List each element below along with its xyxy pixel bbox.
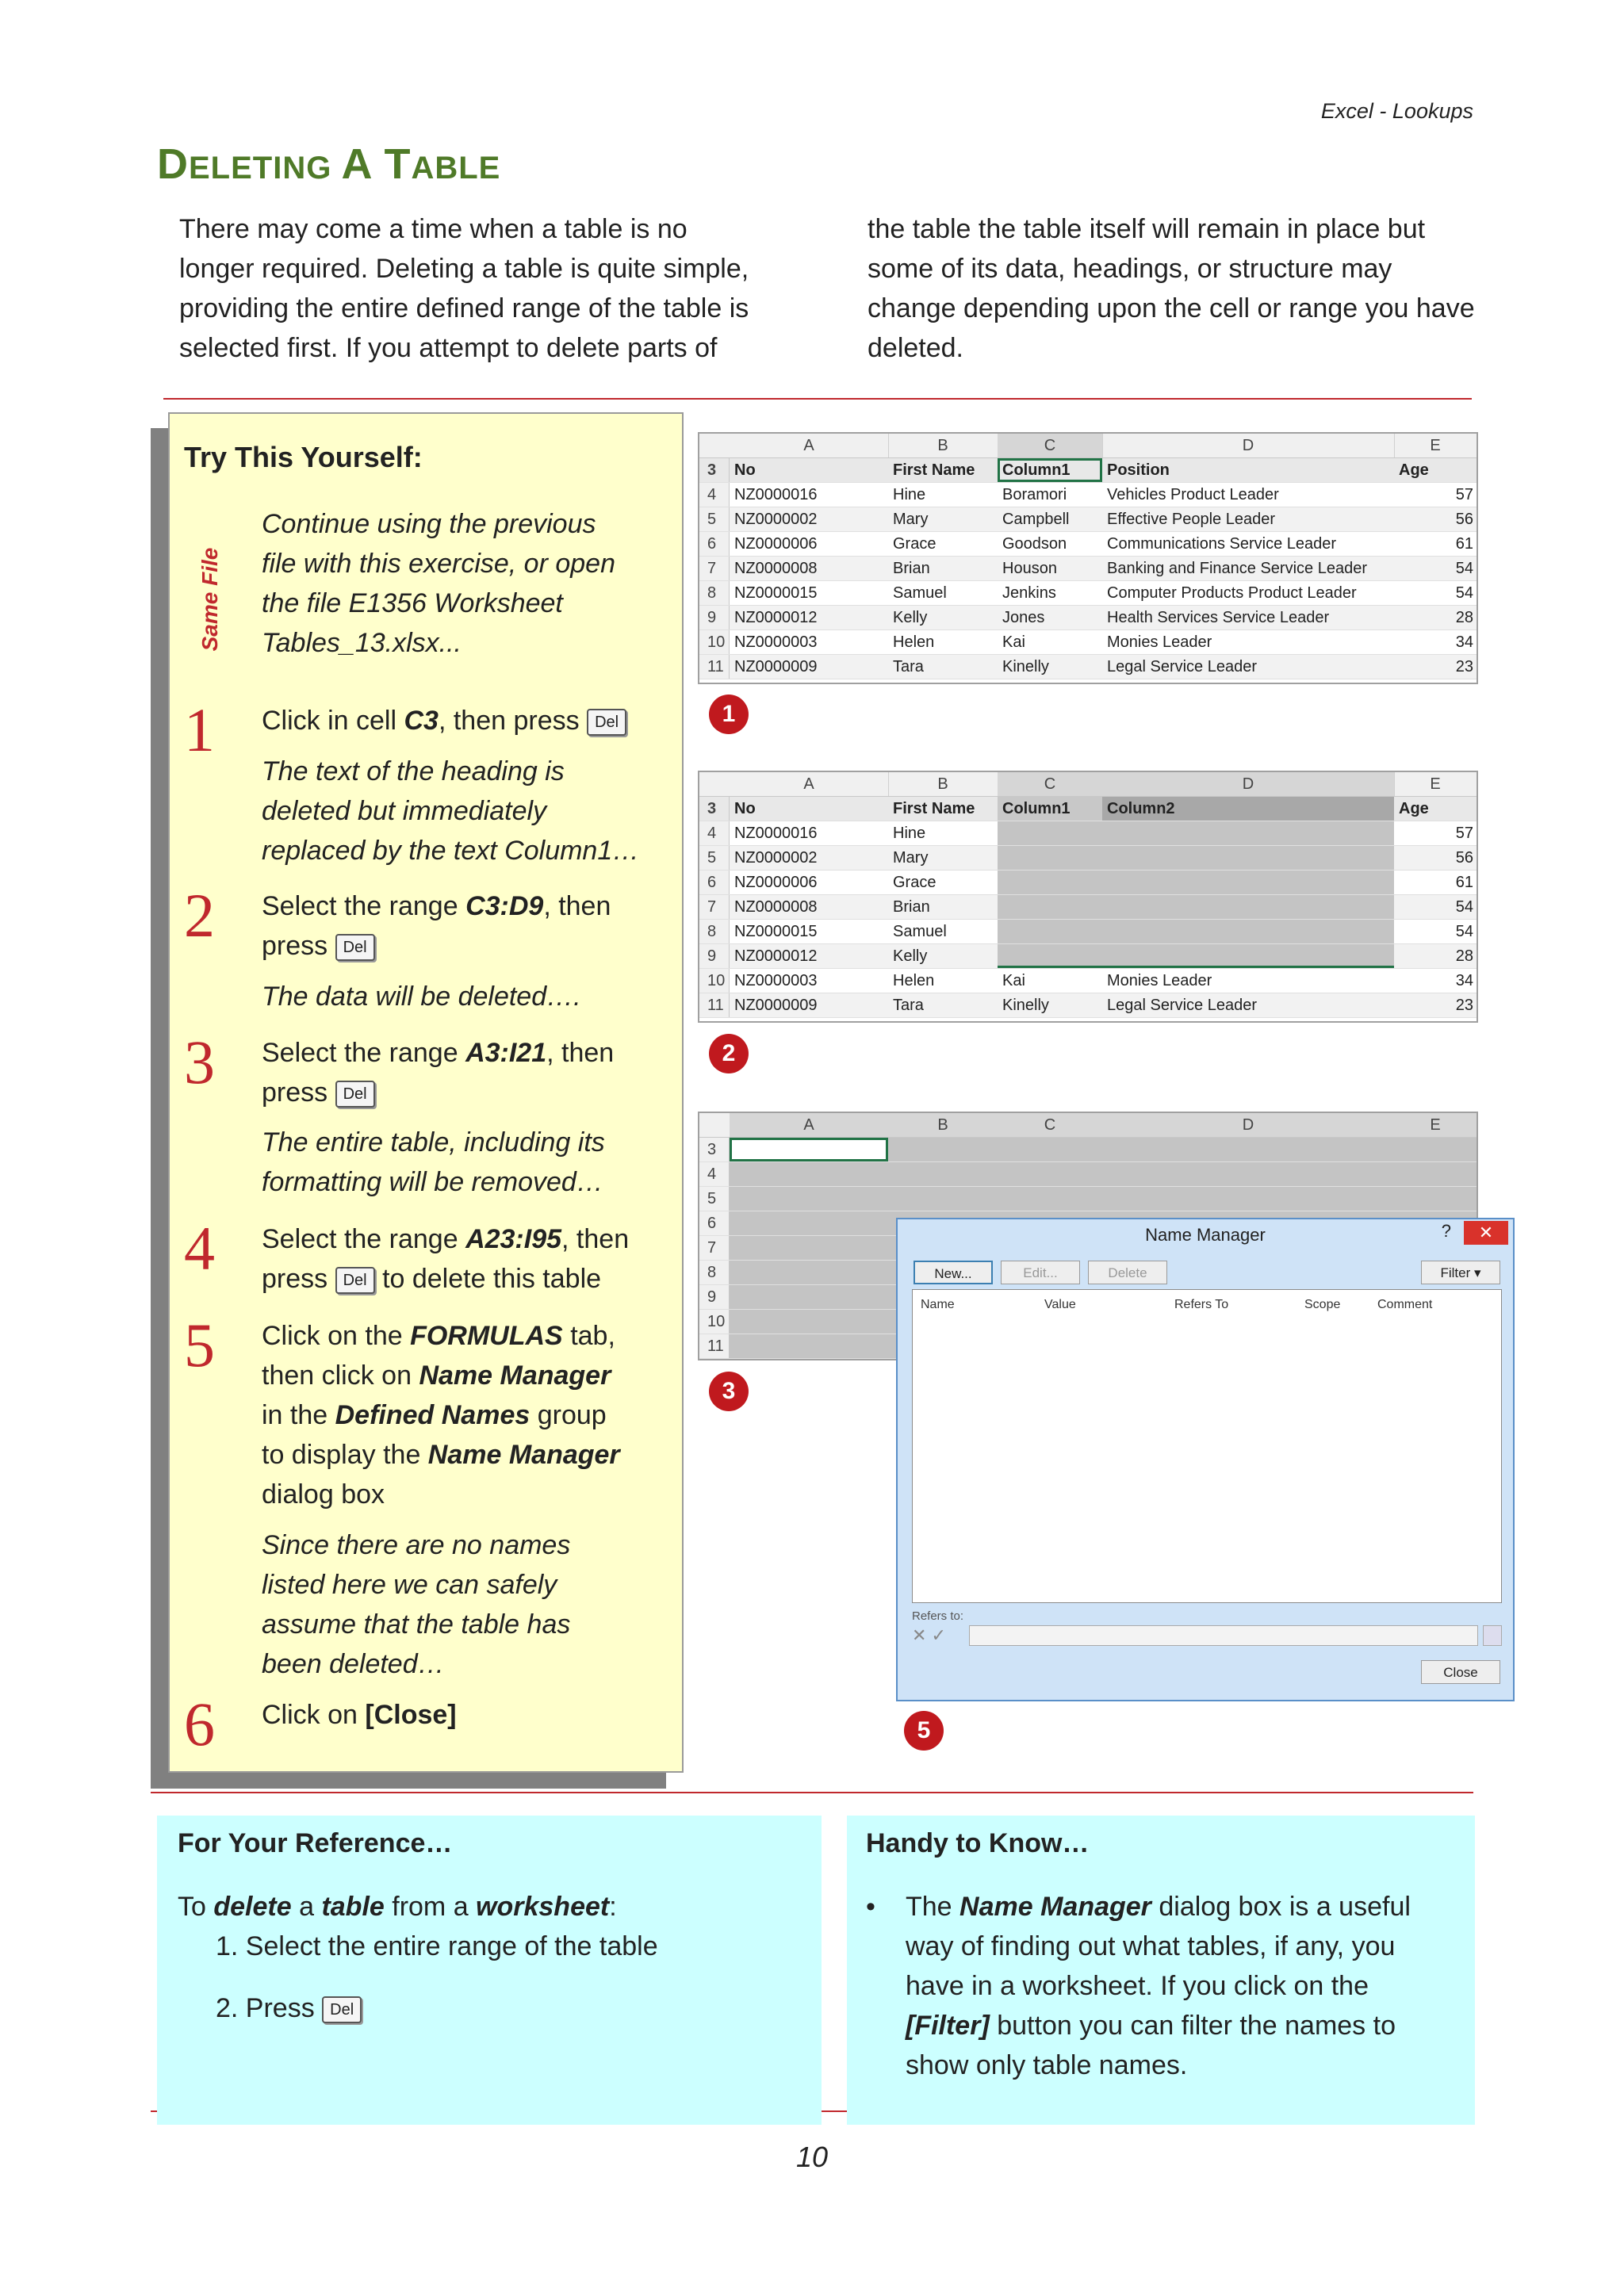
cancel-check-icons: ✕ ✓ — [912, 1625, 946, 1645]
step-number-1: 1 — [184, 695, 215, 764]
del-key-icon: Del — [335, 934, 375, 961]
try-intro: Continue using the previous file with this exercise, or open the file E1356 Worksheet Tables_13.xlsx... — [262, 509, 615, 658]
reference-step-1: 1. Select the entire range of the table — [216, 1931, 658, 1961]
callout-badge-3: 3 — [709, 1372, 749, 1411]
spreadsheet-screenshot-1 — [698, 432, 1478, 684]
step-3-text: Select the range A3:I21, then press Del — [262, 1038, 615, 1108]
del-key-icon: Del — [322, 1996, 362, 2023]
callout-badge-1: 1 — [709, 695, 749, 734]
reference-box — [157, 1816, 822, 2125]
del-key-icon: Del — [587, 709, 626, 736]
table-row: 7 NZ0000008 Brian Houson Banking and Finance Service Leader 54 — [699, 557, 1477, 581]
page-number: 10 — [795, 2141, 829, 2173]
refers-to-input[interactable] — [969, 1625, 1478, 1646]
step-number-6: 6 — [184, 1689, 215, 1758]
step-5-note: Since there are no names listed here we can safely assume that the table has been deleted… — [262, 1530, 571, 1679]
filter-button[interactable]: Filter ▾ — [1421, 1261, 1500, 1284]
callout-badge-5: 5 — [904, 1711, 944, 1751]
table-row: 4 NZ0000016 Hine Boramori Vehicles Product Leader 57 — [699, 483, 1477, 507]
column-value[interactable]: Value — [1044, 1298, 1076, 1311]
column-scope[interactable]: Scope — [1304, 1298, 1341, 1311]
try-box-title: Try This Yourself: — [184, 441, 423, 473]
step-3-note: The entire table, including its formatting will be removed… — [262, 1127, 605, 1197]
table-row: 10 — [699, 1310, 1477, 1334]
table-row: 11 NZ0000009 Tara Kinelly Legal Service Leader 23 — [699, 655, 1477, 679]
table-row: 8 NZ0000015 Samuel 54 — [699, 920, 1477, 944]
column-name[interactable]: Name — [921, 1298, 955, 1311]
names-list[interactable] — [912, 1289, 1502, 1603]
table-row: 6 — [699, 1211, 1477, 1236]
step-2-note: The data will be deleted…. — [262, 982, 581, 1012]
table-row: 6 NZ0000006 Grace 61 — [699, 871, 1477, 895]
table-row: 8 NZ0000015 Samuel Jenkins Computer Products Product Leader 54 — [699, 581, 1477, 606]
edit-button[interactable]: Edit... — [1001, 1261, 1080, 1284]
column-comment[interactable]: Comment — [1377, 1298, 1433, 1311]
table-row: 8 — [699, 1261, 1477, 1285]
table-row: 7 — [699, 1236, 1477, 1261]
help-icon[interactable]: ? — [1441, 1221, 1451, 1241]
table-row: 3 — [699, 1138, 1477, 1162]
column-header-row: A B C D E — [699, 772, 1477, 797]
handy-title: Handy to Know… — [866, 1828, 1090, 1858]
spreadsheet-screenshot-2 — [698, 771, 1478, 1023]
page-title: DELETING A TABLE — [157, 140, 501, 188]
table-row: 9 NZ0000012 Kelly 28 — [699, 944, 1477, 969]
table-row: 10 NZ0000003 Helen Kai Monies Leader 34 — [699, 630, 1477, 655]
step-1-text: Click in cell C3, then press Del — [262, 701, 626, 740]
del-key-icon: Del — [335, 1081, 375, 1108]
table-row: 5 — [699, 1187, 1477, 1211]
refers-to-label: Refers to: — [912, 1609, 964, 1623]
running-header: Excel - Lookups — [1320, 99, 1473, 123]
table-row: 9 — [699, 1285, 1477, 1310]
reference-intro: To delete a table from a worksheet: — [178, 1892, 617, 1922]
step-6-text: Click on [Close] — [262, 1700, 457, 1730]
divider-top — [163, 398, 1472, 400]
delete-button[interactable]: Delete — [1088, 1261, 1167, 1284]
table-header-row: 3 No First Name Column1 Position Age — [699, 458, 1477, 483]
table-row: 4 NZ0000016 Hine 57 — [699, 821, 1477, 846]
table-row: 11 NZ0000009 Tara Kinelly Legal Service Leader 23 — [699, 993, 1477, 1018]
step-number-3: 3 — [184, 1027, 215, 1096]
column-refers-to[interactable]: Refers To — [1174, 1298, 1229, 1311]
step-number-5: 5 — [184, 1311, 215, 1380]
del-key-icon: Del — [335, 1267, 375, 1294]
reference-title: For Your Reference… — [178, 1828, 453, 1858]
table-header-row: 3 No First Name Column1 Column2 Age — [699, 797, 1477, 821]
close-icon[interactable]: ✕ — [1464, 1221, 1508, 1245]
column-header-row: A B C D E — [699, 1113, 1477, 1138]
dialog-title: Name Manager — [1145, 1225, 1266, 1245]
table-row: 4 — [699, 1162, 1477, 1187]
table-row: 6 NZ0000006 Grace Goodson Communications Service Leader 61 — [699, 532, 1477, 557]
step-2-text: Select the range C3:D9, then press Del — [262, 891, 611, 961]
reference-step-2: 2. Press Del — [216, 1988, 362, 2028]
collapse-dialog-icon[interactable] — [1483, 1625, 1502, 1646]
step-1-note: The text of the heading is deleted but immediately replaced by the text Column1… — [262, 756, 640, 866]
step-5-text: Click on the FORMULAS tab, then click on Name Manager in the Defined Names group to display the Name Manager dialog box — [262, 1321, 620, 1510]
new-button[interactable]: New... — [914, 1261, 993, 1284]
handy-text: The Name Manager dialog box is a useful way of finding out what tables, if any, you have in a worksheet. If you click on the [Filter] button you can filter the names to show only table names. — [906, 1892, 1411, 2080]
table-row: 10 NZ0000003 Helen Kai Monies Leader 34 — [699, 969, 1477, 993]
name-manager-dialog — [896, 1218, 1515, 1701]
table-row: 7 NZ0000008 Brian 54 — [699, 895, 1477, 920]
table-row: 11 — [699, 1334, 1477, 1359]
table-row: 5 NZ0000002 Mary Campbell Effective People Leader 56 — [699, 507, 1477, 532]
callout-badge-2: 2 — [709, 1034, 749, 1073]
intro-column-1: There may come a time when a table is no longer required. Deleting a table is quite simple, providing the entire defined range of the table is selected first. If you attempt to delete parts of — [179, 214, 749, 363]
same-file-label: Same File — [197, 547, 222, 652]
step-number-4: 4 — [184, 1214, 215, 1283]
table-row: 5 NZ0000002 Mary 56 — [699, 846, 1477, 871]
intro-column-2: the table the table itself will remain in place but some of its data, headings, or structure may change depending upon the cell or range you have deleted. — [868, 214, 1475, 363]
bullet-icon: • — [866, 1892, 875, 1922]
step-number-2: 2 — [184, 881, 215, 950]
table-row: 9 NZ0000012 Kelly Jones Health Services Service Leader 28 — [699, 606, 1477, 630]
close-button[interactable]: Close — [1421, 1660, 1500, 1684]
divider-middle — [151, 1792, 1473, 1793]
column-header-row: A B C D E — [699, 434, 1477, 458]
step-4-text: Select the range A23:I95, then press Del to delete this table — [262, 1224, 630, 1294]
